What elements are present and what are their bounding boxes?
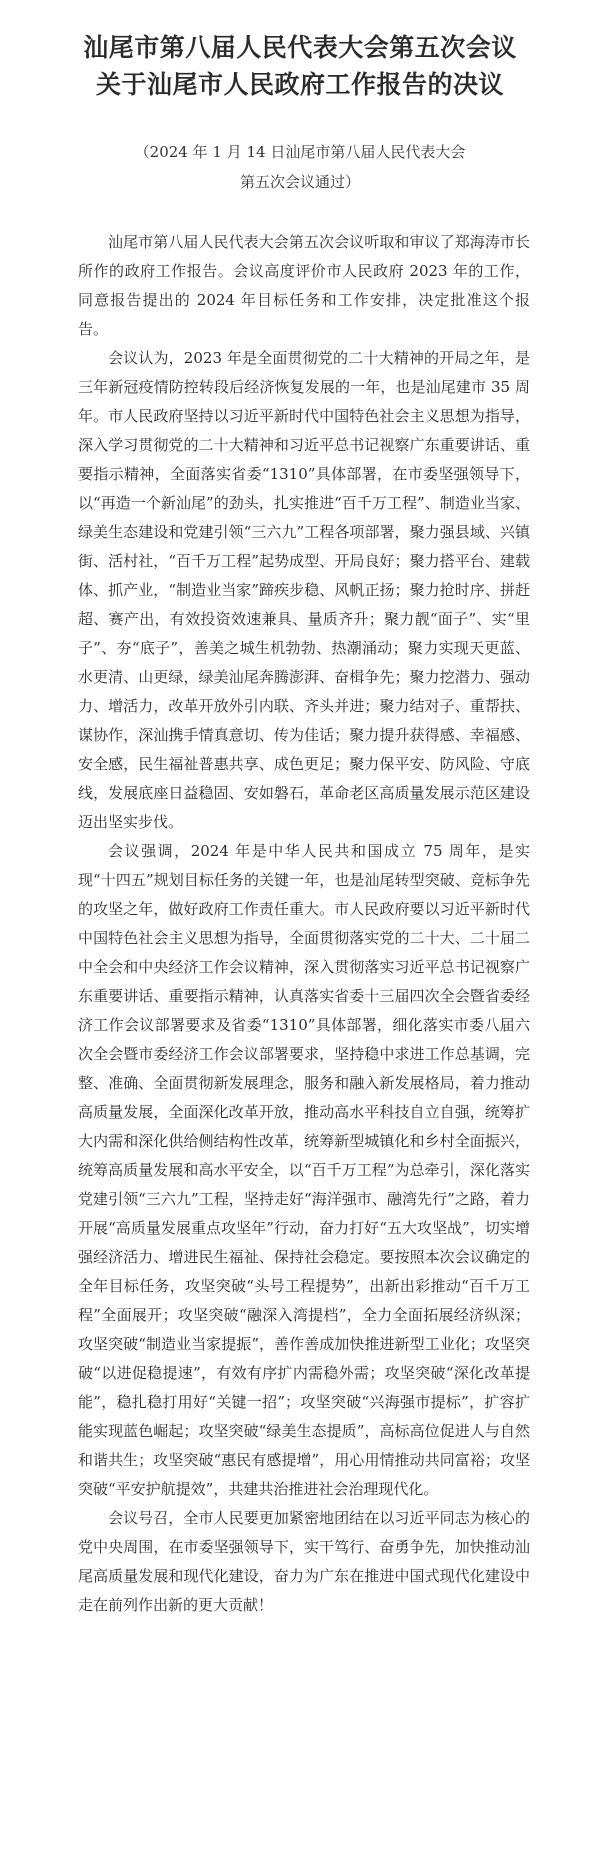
adoption-note-line-1: （2024 年 1 月 14 日汕尾市第八届人民代表大会 <box>134 143 466 161</box>
paragraph-intro: 汕尾市第八届人民代表大会第五次会议听取和审议了郑海涛市长所作的政府工作报告。会议高度评价市人民政府 2023 年的工作，同意报告提出的 2024 年目标任务和工作安排，决定批准这个报告。 <box>78 233 530 338</box>
paragraph-tasks-2024: 会议强调，2024 年是中华人民共和国成立 75 周年，是实现“十四五”规划目标任务的关键一年，也是汕尾转型突破、竞标争先的攻坚之年，做好政府工作责任重大。市人民政府要以习近平新时代中国特色社会主义思想为指导，全面贯彻落实党的二十大、二十届二中全会和中央经济工作会议精神，深入贯彻落实习近平总书记视察广东重要讲话、重要指示精神，认真落实省委十三届四次全会暨省委经济工作会议部署要求及省委“1310”具体部署，细化落实市委八届六次全会暨市委经济工作会议部署要求，坚持稳中求进工作总基调，完整、准确、全面贯彻新发展理念，服务和融入新发展格局，着力推动高质量发展，全面深化改革开放，推动高水平科技自立自强，统筹扩大内需和深化供给侧结构性改革，统筹新型城镇化和乡村全面振兴，统筹高质量发展和高水平安全，以“百千万工程”为总牵引，深化落实党建引领“三六九”工程，坚持走好“海洋强市、融湾先行”之路，着力开展“高质量发展重点攻坚年”行动，奋力打好“五大攻坚战”，切实增强经济活力、增进民生福祉、保持社会稳定。要按照本次会议确定的全年目标任务，攻坚突破“头号工程提势”，出新出彩推动“百千万工程”全面展开；攻坚突破“融深入湾提档”，全力全面拓展经济纵深；攻坚突破“制造业当家提振”，善作善成加快推进新型工业化；攻坚突破“以进促稳提速”，有效有序扩内需稳外需；攻坚突破“深化改革提能”，稳扎稳打用好“关键一招”；攻坚突破“兴海强市提标”，扩容扩能实现蓝色崛起；攻坚突破“绿美生态提质”，高标高位促进人与自然和谐共生；攻坚突破“惠民有感提增”，用心用情推动共同富裕；攻坚突破“平安护航提效”，共建共治推进社会治理现代化。 <box>78 842 530 1498</box>
document-title-line-1: 汕尾市第八届人民代表大会第五次会议 <box>83 33 517 62</box>
paragraph-review-2023: 会议认为，2023 年是全面贯彻党的二十大精神的开局之年，是三年新冠疫情防控转段后经济恢复发展的一年，也是汕尾建市 35 周年。市人民政府坚持以习近平新时代中国特色社会主义思想为指导，深入学习贯彻党的二十大精神和习近平总书记视察广东重要讲话、重要指示精神，全面落实省委“1310”具体部署，在市委坚强领导下，以“再造一个新汕尾”的劲头，扎实推进“百千万工程”、制造业当家、绿美生态建设和党建引领“三六九”工程各项部署，聚力强县域、兴镇街、活村社，“百千万工程”起势成型、开局良好；聚力搭平台、建载体、抓产业，“制造业当家”蹄疾步稳、风帆正扬；聚力抢时序、拼赶超、赛产出，有效投资效速兼具、量质齐升；聚力靓“面子”、实“里子”、夯“底子”，善美之城生机勃勃、热潮涌动；聚力实现天更蓝、水更清、山更绿，绿美汕尾奔腾澎湃、奋楫争先；聚力挖潜力、强动力、增活力，改革开放外引内联、齐头并进；聚力结对子、重帮扶、谋协作，深汕携手情真意切、传为佳话；聚力提升获得感、幸福感、安全感，民生福祉普惠共享、成色更足；聚力保平安、防风险、守底线，发展底座日益稳固、安如磐石，革命老区高质量发展示范区建设迈出坚实步伐。 <box>78 349 530 831</box>
paragraph-call-to-action: 会议号召，全市人民要更加紧密地团结在以习近平同志为核心的党中央周围，在市委坚强领导下，实干笃行、奋勇争先，加快推动汕尾高质量发展和现代化建设，奋力为广东在推进中国式现代化建设中走在前列作出新的更大贡献！ <box>78 1509 530 1614</box>
adoption-note-line-2: 第五次会议通过） <box>239 173 360 191</box>
resolution-body <box>78 228 530 1620</box>
document-title-line-2: 关于汕尾市人民政府工作报告的决议 <box>95 70 504 99</box>
